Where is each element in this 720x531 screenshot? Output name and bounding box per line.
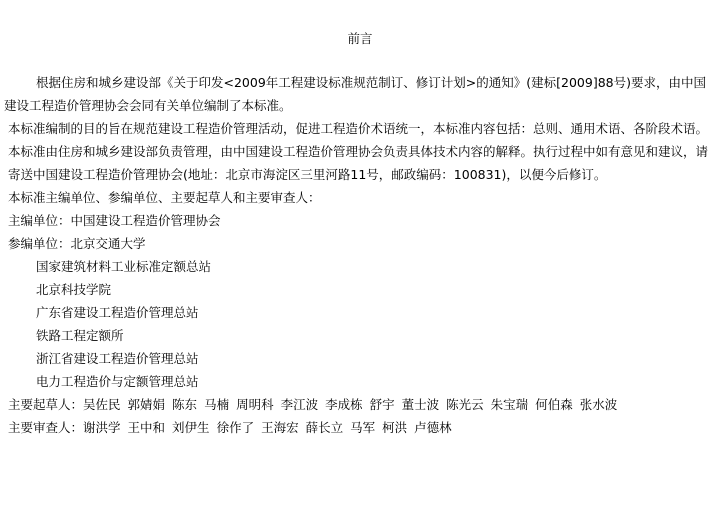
drafter-name: 舒宇 [369, 397, 395, 412]
participating-unit: 北京科技学院 [36, 282, 112, 297]
intro-paragraph: 根据住房和城乡建设部《关于印发<2009年工程建设标准规范制订、修订计划>的通知》(建标[2009]88号)要求，由中国建设工程造价管理协会会同有关单位编制了本标准。 [4, 75, 706, 113]
participating-unit: 广东省建设工程造价管理总站 [36, 305, 199, 320]
reviewer-name: 王海宏 [261, 420, 299, 435]
reviewer-name: 马军 [350, 420, 376, 435]
reviewer-name: 刘伊生 [172, 420, 210, 435]
participating-unit: 铁路工程定额所 [36, 328, 124, 343]
participating-unit: 浙江省建设工程造价管理总站 [36, 351, 199, 366]
drafter-name: 马楠 [204, 397, 230, 412]
drafter-name: 何伯森 [535, 397, 573, 412]
chief-unit-value: 中国建设工程造价管理协会 [70, 213, 221, 228]
participating-unit: 国家建筑材料工业标准定额总站 [36, 259, 212, 274]
reviewer-name: 王中和 [127, 420, 166, 435]
units-heading: 本标准主编单位、参编单位、主要起草人和主要审查人： [8, 190, 321, 205]
drafters-label: 主要起草人： [8, 397, 84, 412]
participating-units-line [4, 232, 710, 255]
reviewers-line [4, 416, 710, 439]
page-title: 前言 [347, 31, 373, 46]
drafter-name: 周明科 [236, 397, 274, 412]
management-paragraph: 本标准由住房和城乡建设部负责管理，由中国建设工程造价管理协会负责具体技术内容的解释。执行过程中如有意见和建议，请寄送中国建设工程造价管理协会(地址：北京市海淀区三里河路11号，邮政编码：100831)，以便今后修订。 [8, 144, 709, 182]
drafters-line [4, 393, 710, 416]
chief-unit-line [4, 209, 710, 232]
reviewer-name: 徐作了 [216, 420, 255, 435]
participating-units-label: 参编单位： [8, 236, 71, 251]
drafter-name: 李江波 [280, 397, 319, 412]
drafter-name: 张水波 [579, 397, 618, 412]
drafter-name: 李成栋 [325, 397, 363, 412]
reviewer-name: 柯洪 [382, 420, 408, 435]
drafter-name: 陈东 [172, 397, 198, 412]
reviewer-name: 卢德林 [414, 420, 452, 435]
drafter-name: 吴佐民 [83, 397, 121, 412]
chief-unit-label: 主编单位： [8, 213, 71, 228]
reviewer-name: 薛长立 [305, 420, 344, 435]
reviewers-label: 主要审查人： [8, 420, 84, 435]
drafter-name: 朱宝瑞 [490, 397, 529, 412]
document-body [4, 71, 710, 439]
purpose-paragraph: 本标准编制的目的旨在规范建设工程造价管理活动，促进工程造价术语统一，本标准内容包括：总则、通用术语、各阶段术语。 [8, 121, 709, 136]
drafter-name: 陈光云 [446, 397, 484, 412]
drafter-name: 董士波 [401, 397, 440, 412]
participating-unit: 电力工程造价与定额管理总站 [36, 374, 199, 389]
reviewer-name: 谢洪学 [83, 420, 121, 435]
participating-unit-first: 北京交通大学 [70, 236, 146, 251]
drafter-name: 郭婧娟 [127, 397, 166, 412]
